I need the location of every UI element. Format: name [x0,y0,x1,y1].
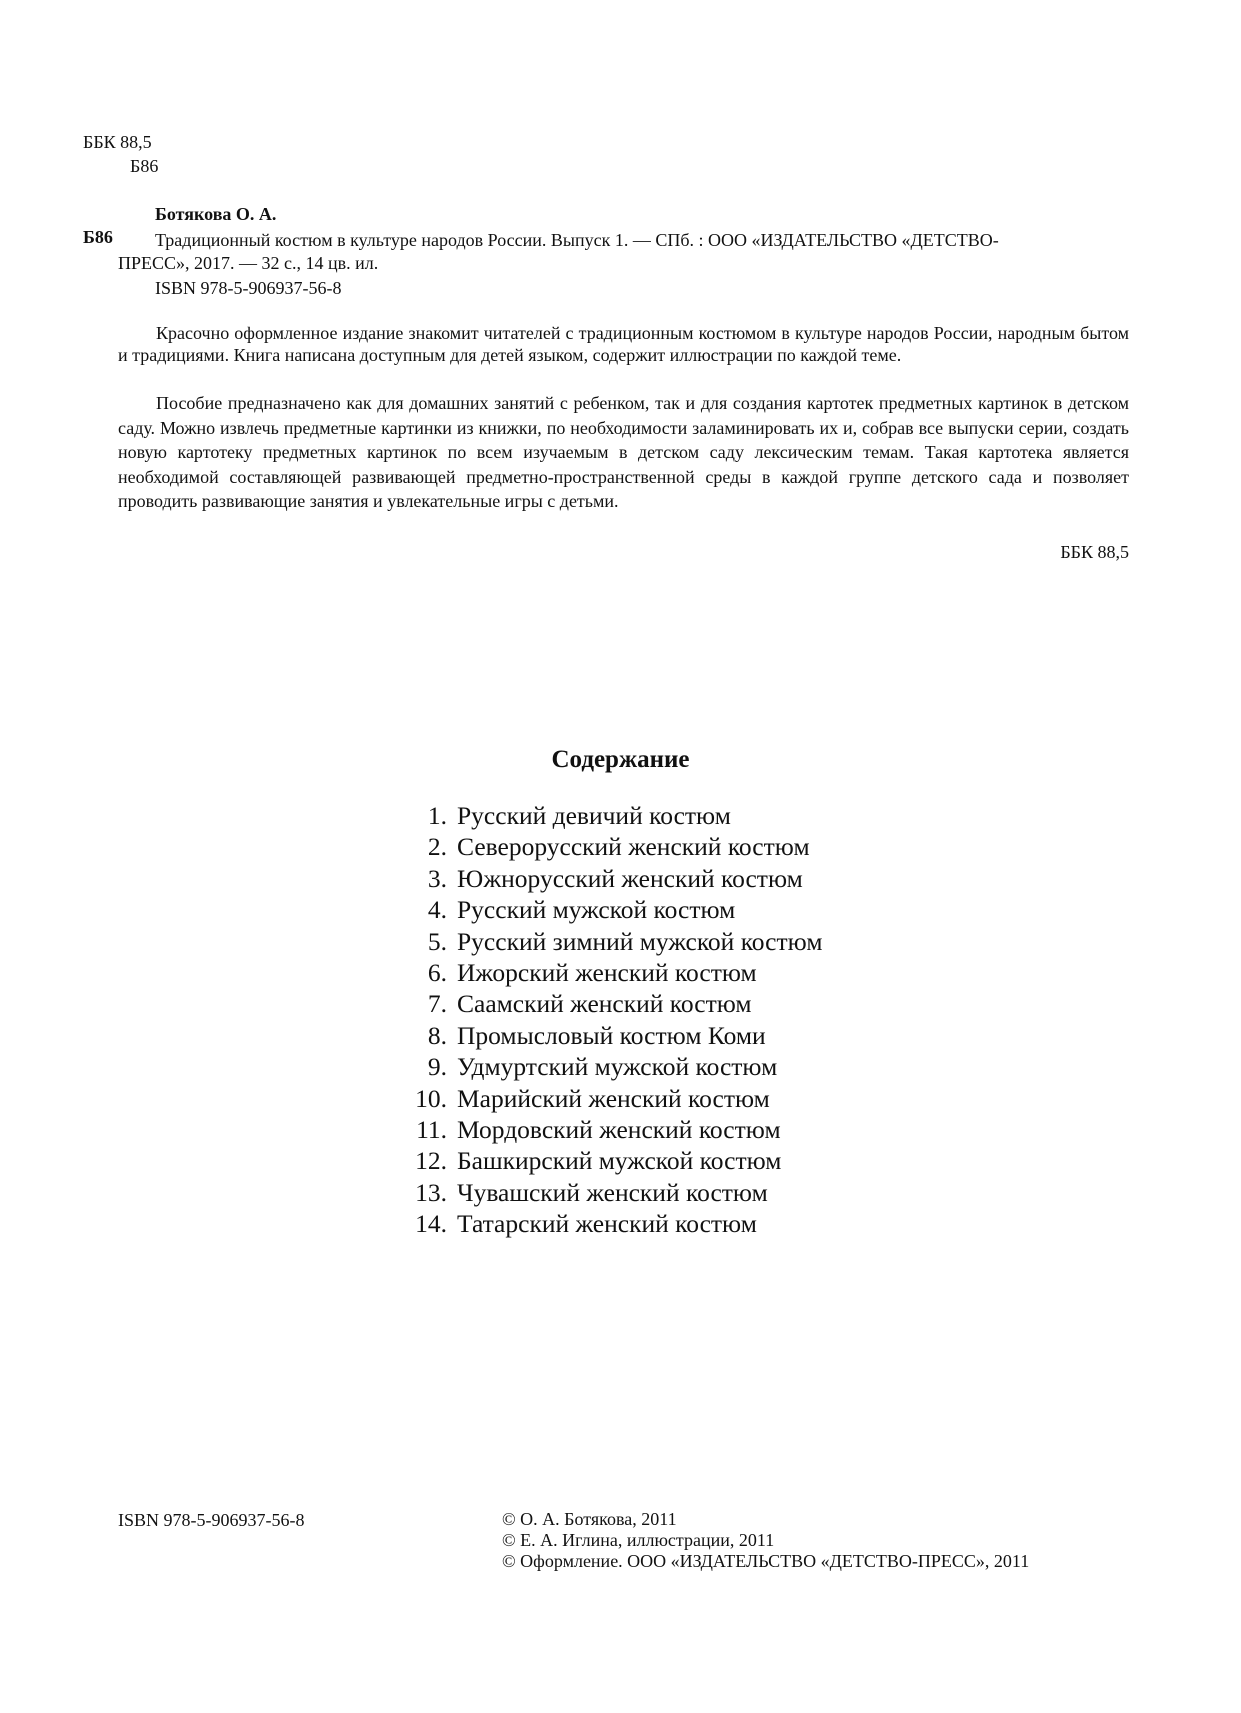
contents-item-number: 7. [427,989,447,1019]
isbn-top: ISBN 978-5-906937-56-8 [155,278,342,298]
contents-item-title: Удмуртский мужской костюм [457,1052,778,1082]
annotation-paragraph-2: Пособие предназначено как для домашних занятий с ребенком, так и для создания картотек предметных картинок в детском саду. Можно извлечь предметные картинки из книжки, по необходимости заламинировать их и, собрав все выпуски серии, создать новую картотеку предметных картинок по всем изучаемым в детском саду лексическим темам. Такая картотека является необходимой составляющей развивающей предметно-пространственной среды в каждой группе детского сада и позволяет проводить развивающие занятия и увлекательные игры с детьми. [118,393,1129,511]
contents-item-title: Башкирский мужской костюм [457,1146,782,1176]
contents-item-number: 11. [416,1114,447,1144]
contents-item-title: Русский зимний мужской костюм [457,926,823,956]
book-title-line-2: ПРЕСС», 2017. — 32 с., 14 цв. ил. [118,253,379,273]
contents-item-title: Русский девичий костюм [457,801,731,830]
book-title-line-1: Традиционный костюм в культуре народов России. Выпуск 1. — СПб. : ООО «ИЗДАТЕЛЬСТВО «ДЕТСТВО- [155,230,999,250]
contents-item-title: Промысловый костюм Коми [457,1020,766,1050]
contents-item-number: 5. [427,926,447,956]
contents-item-number: 9. [427,1052,447,1082]
contents-item-number: 2. [427,832,447,862]
contents-item [385,1083,822,1114]
isbn-bottom: ISBN 978-5-906937-56-8 [118,1510,305,1530]
contents-item-title: Чувашский женский костюм [457,1177,768,1207]
contents-item-title: Ижорский женский костюм [457,957,757,987]
contents-item [385,957,822,988]
contents-item [385,1145,822,1176]
contents-item-title: Татарский женский костюм [457,1209,757,1239]
contents-item [385,1208,822,1239]
contents-item-number: 14. [415,1209,447,1239]
contents-item [385,1114,822,1145]
bbk-code-right: ББК 88,5 [1060,542,1129,562]
contents-item-title: Мордовский женский костюм [457,1114,781,1144]
contents-heading: Содержание [551,746,690,773]
bbk-code: ББК 88,5 [83,132,152,152]
contents-item-number: 12. [415,1146,447,1176]
contents-item-number: 1. [427,801,447,830]
contents-item-title: Русский мужской костюм [457,895,736,925]
author-name: Ботякова О. А. [155,204,277,224]
contents-item-title: Марийский женский костюм [457,1083,770,1113]
annotation-paragraph-1: Красочно оформленное издание знакомит читателей с традиционным костюмом в культуре народов России, народным бытом и традициями. Книга написана доступным для детей языком, содержит иллюстрации по каждой теме. [118,323,1129,365]
contents-item-number: 13. [415,1177,447,1207]
contents-item [385,988,822,1019]
contents-item [385,1020,822,1051]
copyright-design: © Оформление. ООО «ИЗДАТЕЛЬСТВО «ДЕТСТВО-ПРЕСС», 2011 [502,1551,1030,1571]
contents-item [385,831,822,862]
contents-item-number: 4. [427,895,447,925]
contents-item-number: 6. [427,957,447,987]
contents-item-title: Саамский женский костюм [457,989,752,1019]
copyright-block [502,1509,1029,1572]
contents-item [385,1051,822,1082]
contents-list [385,800,822,1239]
copyright-illustrator: © Е. А. Иглина, иллюстрации, 2011 [502,1530,775,1550]
contents-item [385,1177,822,1208]
contents-item [385,800,822,831]
contents-item-title: Северорусский женский костюм [457,832,810,862]
contents-item-number: 3. [427,863,447,893]
contents-item [385,894,822,925]
bbk-author-mark: Б86 [130,156,159,176]
author-mark-bold: Б86 [83,227,113,247]
contents-item [385,926,822,957]
contents-item-title: Южнорусский женский костюм [457,863,803,893]
contents-item [385,863,822,894]
contents-item-number: 8. [427,1020,447,1050]
copyright-author: © О. А. Ботякова, 2011 [502,1509,677,1529]
contents-item-number: 10. [415,1083,447,1113]
